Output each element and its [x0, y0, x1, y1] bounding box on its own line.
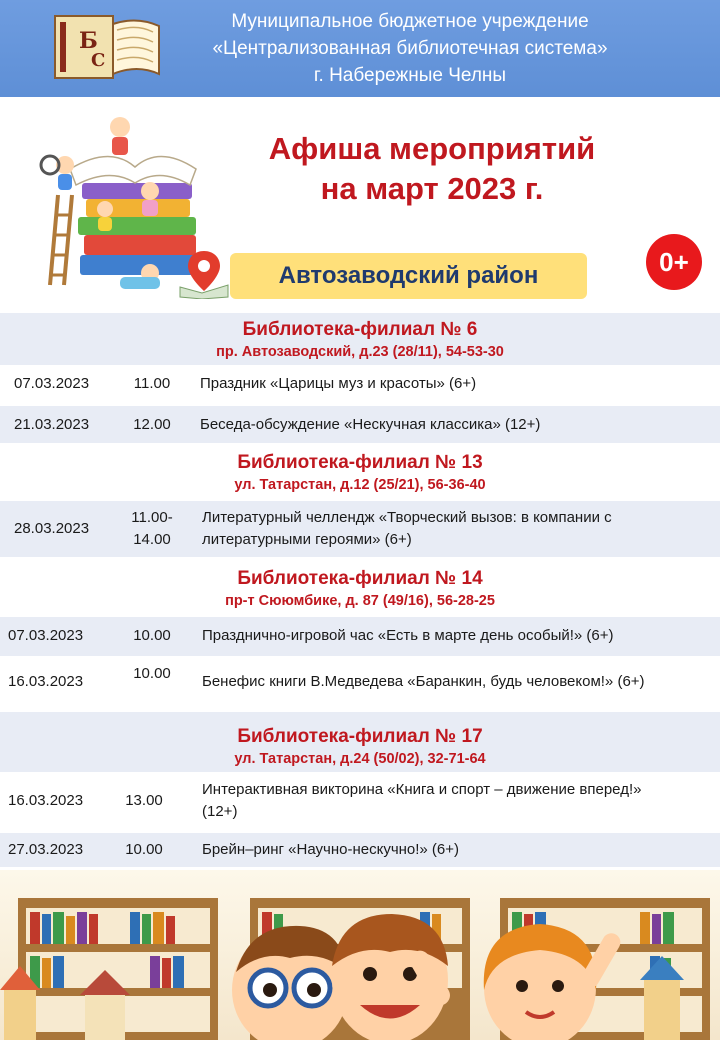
branch-address: ул. Татарстан, д.12 (25/21), 56-36-40	[234, 477, 486, 493]
table-row	[0, 772, 720, 830]
event-date: 27.03.2023	[8, 841, 84, 858]
event-title-line-2: литературными героями» (6+)	[202, 531, 412, 548]
header-line-1: Муниципальное бюджетное учреждение	[231, 11, 589, 32]
table-row	[0, 617, 720, 656]
table-row	[0, 659, 720, 712]
event-title: Бенефис книги В.Медведева «Баранкин, будь человеком!» (6+)	[202, 673, 645, 690]
branch-address: пр-т Сююмбике, д. 87 (49/16), 56-28-25	[225, 593, 495, 609]
svg-text:С: С	[91, 50, 106, 71]
district-label: Автозаводский район	[230, 253, 587, 299]
event-time: 13.00	[125, 792, 163, 809]
header-line-2: «Централизованная библиотечная система»	[212, 38, 608, 59]
event-title: Празднично-игровой час «Есть в марте день особый!» (6+)	[202, 627, 614, 644]
event-time: 10.00	[125, 841, 163, 858]
bookshelf-kids-illustration	[0, 870, 720, 1040]
event-title-line-2: (12+)	[202, 803, 238, 820]
branch-name: Библиотека-филиал № 13	[237, 452, 483, 473]
event-date: 07.03.2023	[8, 627, 84, 644]
branch-name: Библиотека-филиал № 17	[237, 726, 483, 747]
header-banner	[0, 0, 720, 97]
branch-name: Библиотека-филиал № 14	[237, 568, 483, 589]
event-time: 11.00	[133, 375, 171, 392]
event-date: 07.03.2023	[14, 375, 90, 392]
table-row	[0, 365, 720, 403]
event-time-end: 14.00	[133, 531, 171, 548]
event-title: Праздник «Царицы муз и красоты» (6+)	[200, 375, 477, 392]
title-line-1: Афиша мероприятий	[268, 131, 596, 166]
branch-address: ул. Татарстан, д.24 (50/02), 32-71-64	[234, 751, 486, 767]
library-logo-icon	[53, 14, 161, 80]
event-date: 21.03.2023	[14, 416, 90, 433]
event-date: 16.03.2023	[8, 792, 84, 809]
event-date: 28.03.2023	[14, 520, 90, 537]
event-time: 10.00	[133, 627, 171, 644]
event-date: 16.03.2023	[8, 673, 84, 690]
table-row	[0, 406, 720, 443]
event-title: Беседа-обсуждение «Нескучная классика» (12+)	[200, 416, 541, 433]
branch-address: пр. Автозаводский, д.23 (28/11), 54-53-30	[216, 344, 504, 360]
location-pin-icon	[176, 247, 232, 299]
event-time: 10.00	[133, 665, 171, 682]
header-line-3: г. Набережные Челны	[313, 65, 507, 86]
branch-header	[0, 443, 720, 501]
title-line-2: на март 2023 г.	[320, 171, 544, 206]
branch-header	[0, 313, 720, 365]
event-time: 12.00	[133, 416, 171, 433]
branch-name: Библиотека-филиал № 6	[242, 319, 478, 340]
branch-header	[0, 712, 720, 772]
event-title-line-1: Интерактивная викторина «Книга и спорт – движение вперед!»	[202, 781, 642, 798]
event-time-start: 11.00-	[131, 509, 173, 526]
table-row	[0, 833, 720, 867]
events-schedule	[0, 313, 720, 867]
event-title: Брейн–ринг «Научно-нескучно!» (6+)	[202, 841, 460, 858]
page-title	[232, 129, 632, 209]
age-rating-badge: 0+	[646, 234, 702, 290]
svg-text:Б: Б	[79, 28, 98, 54]
footer-illustration	[0, 870, 720, 1040]
table-row	[0, 501, 720, 557]
hero-section	[0, 97, 720, 315]
branch-header	[0, 557, 720, 617]
event-title-line-1: Литературный челлендж «Творческий вызов: в компании с	[202, 509, 612, 526]
